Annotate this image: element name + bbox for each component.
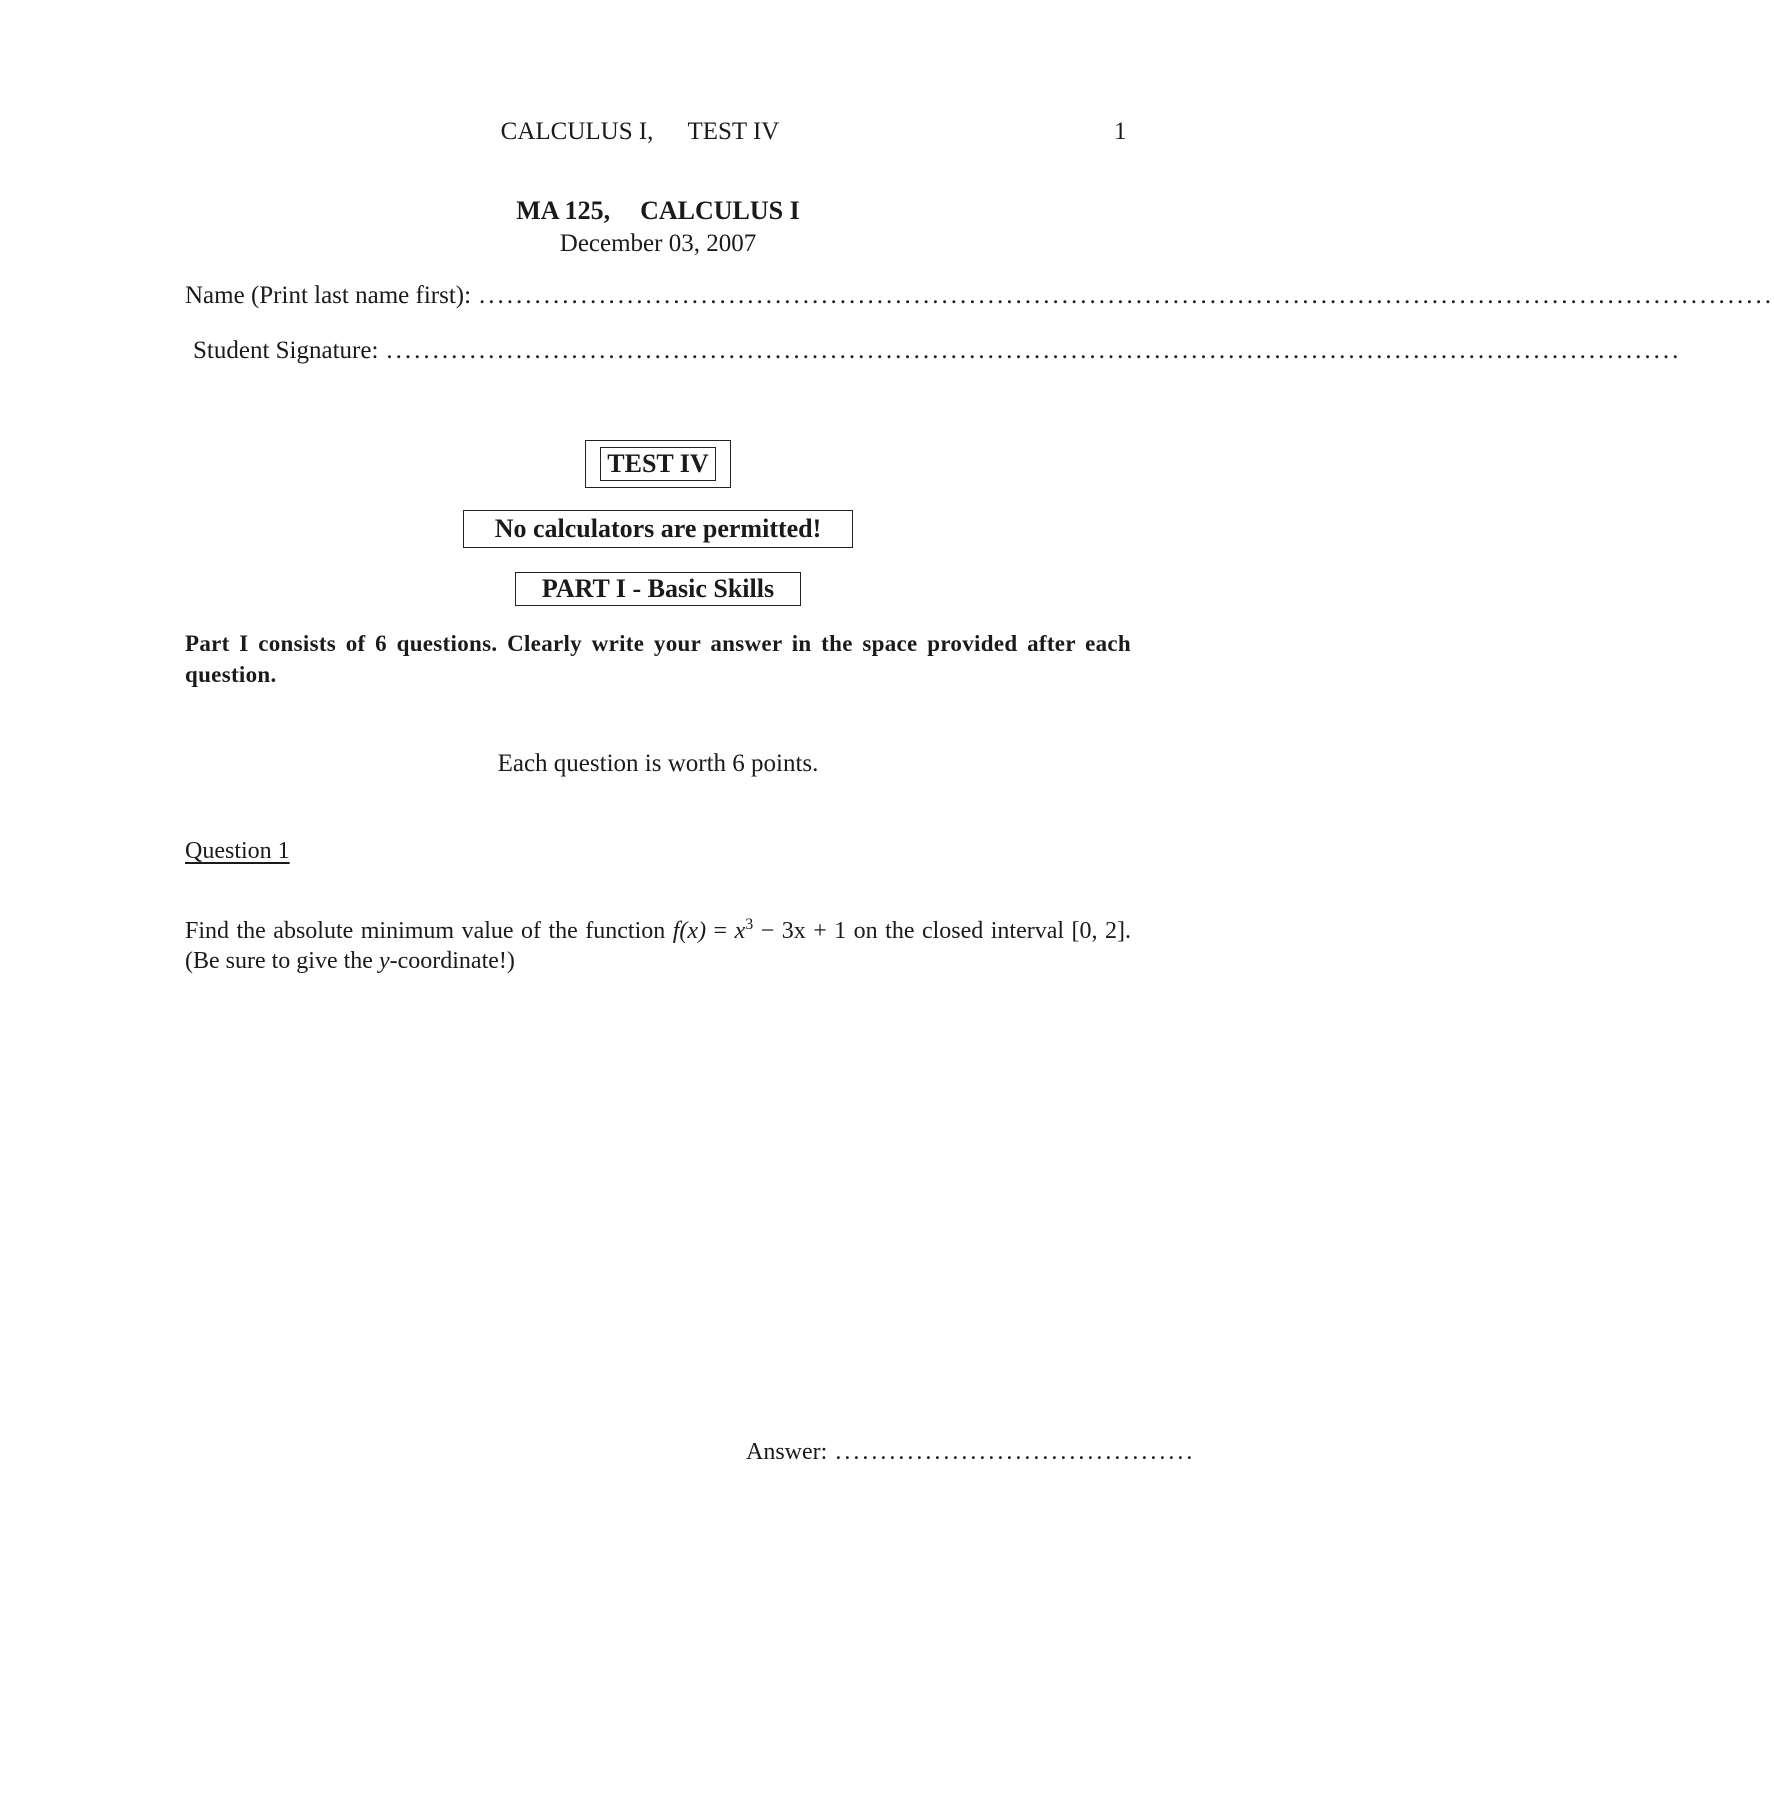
- question-text-part3: -coordinate!): [389, 948, 515, 974]
- running-head-course: CALCULUS I,: [500, 118, 654, 145]
- function-rest: − 3x + 1: [753, 918, 847, 944]
- test-title-box: [585, 440, 731, 488]
- running-head-test: TEST IV: [687, 118, 780, 145]
- question-heading: Question 1: [185, 838, 290, 864]
- function-lhs: f(x): [672, 918, 707, 944]
- question-text-part1: Find the absolute minimum value of the function: [185, 918, 673, 944]
- name-field[interactable]: [185, 282, 1774, 310]
- answer-label: Answer:: [746, 1439, 828, 1465]
- answer-leader-dots[interactable]: ........................................: [835, 1439, 1196, 1465]
- question-text-part2: on the closed interval [0, 2]. (Be sure to give the: [185, 918, 1131, 974]
- page-number: 1: [1114, 118, 1127, 145]
- signature-label: Student Signature:: [193, 337, 379, 364]
- question-text: [185, 916, 1131, 976]
- calculator-notice: No calculators are permitted!: [494, 514, 822, 543]
- function-equals: =: [706, 918, 735, 944]
- y-variable: y: [378, 948, 390, 974]
- running-head: [0, 118, 1280, 146]
- points-note: Each question is worth 6 points.: [497, 750, 819, 777]
- exam-date: December 03, 2007: [559, 230, 757, 257]
- test-title: TEST IV: [600, 447, 715, 481]
- calculator-notice-box: [463, 510, 853, 548]
- name-label: Name (Print last name first):: [185, 282, 472, 309]
- course-code: MA 125,: [516, 196, 611, 225]
- name-leader-dots[interactable]: ............................................................................................................................................: [479, 282, 1774, 309]
- function-exponent: 3: [745, 916, 754, 933]
- course-name: CALCULUS I: [640, 196, 800, 225]
- part-title-box: [515, 572, 801, 606]
- answer-field[interactable]: [746, 1439, 1196, 1466]
- signature-leader-dots[interactable]: ............................................................................................................................................: [386, 337, 1682, 364]
- part-title: PART I - Basic Skills: [541, 574, 775, 603]
- instructions: Part I consists of 6 questions. Clearly write your answer in the space provided after each question.: [185, 631, 1131, 687]
- course-title: [0, 196, 1316, 226]
- signature-field[interactable]: [193, 337, 1682, 365]
- function-base: x: [734, 918, 746, 944]
